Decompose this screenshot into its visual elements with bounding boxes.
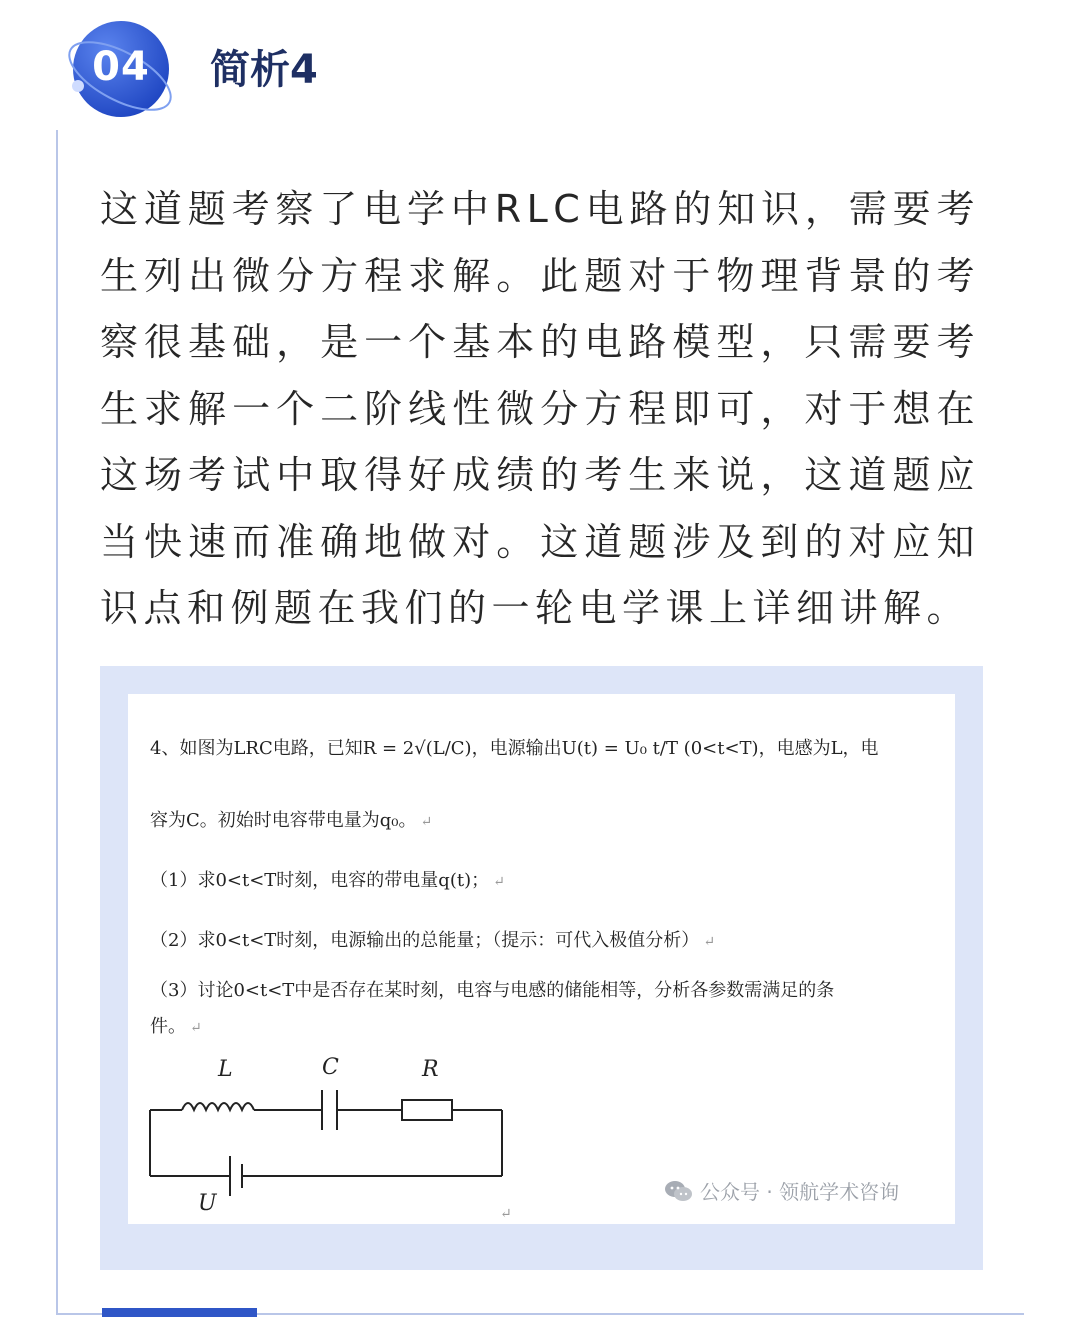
question-3-line-1: （3）讨论0<t<T中是否存在某时刻，电容与电感的储能相等，分析各参数需满足的条 xyxy=(150,980,835,1001)
section-number: 04 xyxy=(92,44,150,90)
wechat-icon xyxy=(664,1179,694,1203)
return-mark: ↵ xyxy=(500,1206,512,1222)
return-mark: ↵ xyxy=(420,814,433,830)
question-2-text: （2）求0<t<T时刻，电源输出的总能量；（提示：可代入极值分析） xyxy=(150,930,700,951)
section-title: 简析4 xyxy=(210,47,318,93)
watermark xyxy=(664,1176,899,1205)
capacitor-label: C xyxy=(322,1055,339,1080)
rlc-circuit-diagram xyxy=(142,1044,542,1214)
question-3-line-2-text: 件。 xyxy=(150,1016,186,1037)
analysis-paragraph: 这道题考察了电学中RLC电路的知识，需要考生列出微分方程求解。此题对于物理背景的考察很基础，是一个基本的电路模型，只需要考生求解一个二阶线性微分方程即可，对于想在这场考试中取得好成绩的考生来说，这道题应当快速而准确地做对。这道题涉及到的对应知识点和例题在我们的一轮电学课上详细讲解。 xyxy=(100,187,980,630)
resistor-label: R xyxy=(422,1057,439,1082)
question-2 xyxy=(150,926,715,952)
watermark-text: 公众号 · 领航学术咨询 xyxy=(700,1180,900,1204)
return-mark: ↵ xyxy=(190,1020,202,1036)
frame-accent-bar xyxy=(102,1308,257,1317)
source-label: U xyxy=(198,1191,217,1214)
inductor-label: L xyxy=(218,1057,233,1082)
problem-line-2-text: 容为C。初始时电容带电量为q₀。 xyxy=(150,810,417,831)
return-mark: ↵ xyxy=(703,934,716,950)
problem-line-1: 4、如图为LRC电路，已知R = 2√(L/C)，电源输出U(t) = U₀ t/T (0<t<T)，电感为L，电 xyxy=(150,738,879,759)
problem-line-2 xyxy=(150,806,432,832)
question-1-text: （1）求0<t<T时刻，电容的带电量q(t)； xyxy=(150,870,490,891)
frame-left-border xyxy=(56,130,58,1315)
problem-card xyxy=(128,694,955,1224)
question-3-line-2 xyxy=(150,1012,202,1038)
problem-image-panel xyxy=(100,666,983,1270)
question-1 xyxy=(150,866,505,892)
section-number-badge xyxy=(58,14,176,124)
return-mark: ↵ xyxy=(493,874,505,890)
